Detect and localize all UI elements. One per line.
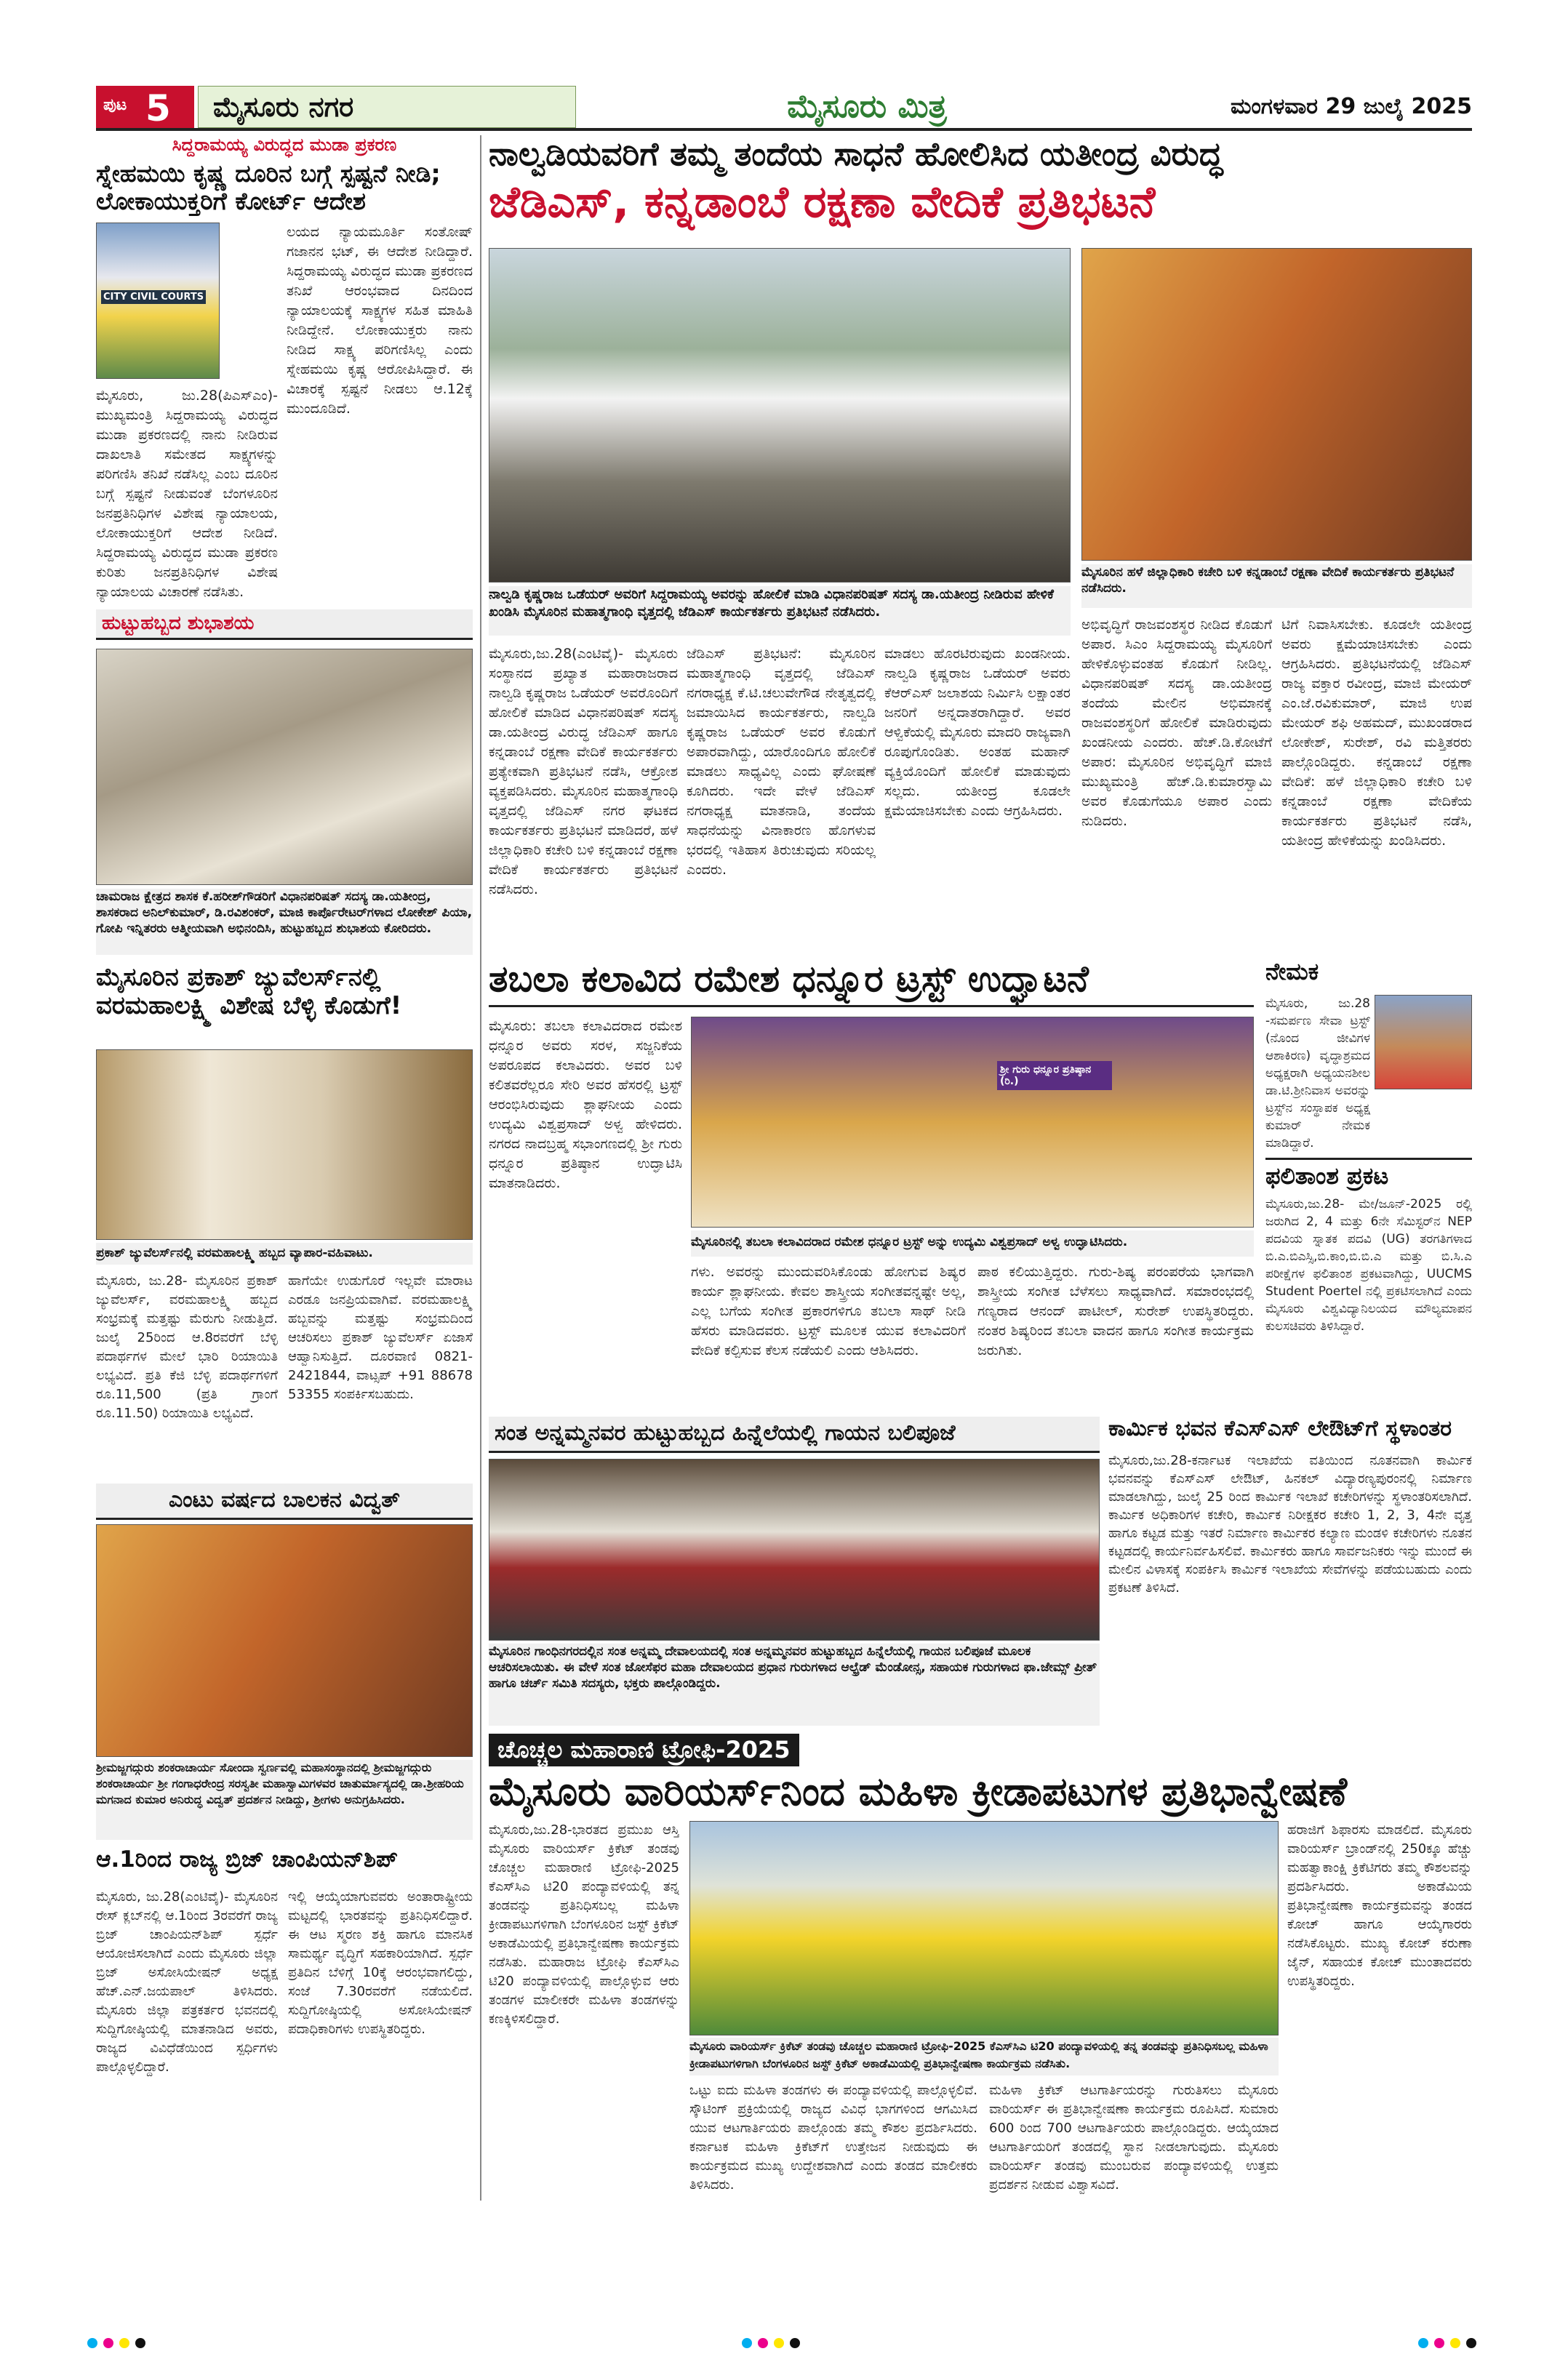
muda-kicker: ಸಿದ್ದರಾಮಯ್ಯ ವಿರುದ್ಧದ ಮುಡಾ ಪ್ರಕರಣ [172, 135, 397, 155]
jds-protest-caption: ನಾಲ್ವಡಿ ಕೃಷ್ಣರಾಜ ಒಡೆಯರ್ ಅವರಿಗೆ ಸಿದ್ದರಾಮಯ್ಯ ಅವರನ್ನು ಹೋಲಿಕೆ ಮಾಡಿ ವಿಧಾನಪರಿಷತ್ ಸದಸ್ಯ ಡಾ.ಯತೀಂದ್ರ ನೀಡಿರುವ ಹೇಳಿಕೆ ಖಂಡಿಸಿ ಮೈಸೂರಿನ ಮಹಾತ್ಮಗಾಂಧಿ ವೃತ್ತದಲ್ಲಿ ಜೆಡಿಎಸ್ ಕಾರ್ಯಕರ್ತರು ಪ್ರತಿಭಟನೆ ನಡೆಸಿದರು. [489, 586, 1071, 636]
birthday-caption: ಚಾಮರಾಜ ಕ್ಷೇತ್ರದ ಶಾಸಕ ಕೆ.ಹರೀಶ್‌ಗೌಡರಿಗೆ ವಿಧಾನಪರಿಷತ್ ಸದಸ್ಯ ಡಾ.ಯತೀಂದ್ರ, ಶಾಸಕರಾದ ಅನಿಲ್‌ಕುಮಾರ್, ಡಿ.ರವಿಶಂಕರ್, ಮಾಜಿ ಕಾರ್ಪೊರೇಟರ್‌ಗಳಾದ ಲೋಕೇಶ್ ಪಿಯಾ, ಗೋಪಿ ಇನ್ನಿತರರು ಆತ್ಮೀಯವಾಗಿ ಅಭಿನಂದಿಸಿ, ಹುಟ್ಟುಹಬ್ಬದ ಶುಭಾಶಯ ಕೋರಿದರು. [96, 889, 473, 955]
tabla-body-b: ಗಳು. ಅವರನ್ನು ಮುಂದುವರಿಸಿಕೊಂಡು ಹೋಗುವ ಶಿಷ್ಯರ ಕಾರ್ಯ ಶ್ಲಾಘನೀಯ. ಕೇವಲ ಶಾಸ್ತ್ರೀಯ ಸಂಗೀತವನ್ನಷ್ಟೇ ಅಲ್ಲ, ಎಲ್ಲ ಬಗೆಯ ಸಂಗೀತ ಪ್ರಕಾರಗಳಿಗೂ ತಬಲಾ ಸಾಥ್ ನೀಡಿ ಹೆಸರು ಮಾಡಿದವರು. ಟ್ರಸ್ಟ್ ಮೂಲಕ ಯುವ ಕಲಾವಿದರಿಗೆ ವೇದಿಕೆ ಕಲ್ಪಿಸುವ ಕೆಲಸ ನಡೆಯಲಿ ಎಂದು ಆಶಿಸಿದರು. [691, 1264, 966, 1358]
result-body: ಮೈಸೂರು,ಜು.28- ಮೇ/ಜೂನ್-2025 ರಲ್ಲಿ ಜರುಗಿದ 2, 4 ಮತ್ತು 6ನೇ ಸೆಮಿಸ್ಟರ್‌ನ NEP ಪದವಿಯ ಸ್ನಾತಕ ಪದವಿ (UG) ತರಗತಿಗಳಾದ ಬಿ.ಎ.ಬಿಎಸ್ಸಿ,ಬಿ.ಕಾಂ,ಬಿ.ಬಿ.ಎ ಮತ್ತು ಬಿ.ಸಿ.ಎ ಪರೀಕ್ಷೆಗಳ ಫಲಿತಾಂಶ ಪ್ರಕಟವಾಗಿದ್ದು, UUCMS Student Poertel ನಲ್ಲಿ ಪ್ರಕಟಿಸಲಾಗಿದೆ ಎಂದು ಮೈಸೂರು ವಿಶ್ವವಿದ್ಯಾನಿಲಯದ ಮೌಲ್ಯಮಾಪನ ಕುಲಸಚಿವರು ತಿಳಿಸಿದ್ದಾರೆ. [1265, 1197, 1472, 1334]
birthday-title: ಹುಟ್ಟುಹಬ್ಬದ ಶುಭಾಶಯ [96, 609, 473, 640]
reg-dot-cyan [1418, 2338, 1428, 2348]
vidwat-photo [96, 1524, 473, 1757]
tabla-headline: ತಬಲಾ ಕಲಾವಿದ ರಮೇಶ ಧನ್ನೂರ ಟ್ರಸ್ಟ್ ಉದ್ಘಾಟನೆ [489, 958, 1254, 1007]
date-label: ಮಂಗಳವಾರ 29 ಜುಲೈ 2025 [1230, 94, 1472, 119]
birthday-article [96, 609, 473, 955]
paper-name: ಮೈಸೂರು ಮಿತ್ರ [787, 88, 947, 125]
cricket-kicker: ಚೊಚ್ಚಲ ಮಹಾರಾಣಿ ಟ್ರೋಫಿ-2025 [489, 1734, 799, 1766]
church-caption: ಮೈಸೂರಿನ ಗಾಂಧಿನಗರದಲ್ಲಿನ ಸಂತ ಅನ್ನಮ್ಮ ದೇವಾಲಯದಲ್ಲಿ ಸಂತ ಅನ್ನಮ್ಮನವರ ಹುಟ್ಟುಹಬ್ಬದ ಹಿನ್ನೆಲೆಯಲ್ಲಿ ಗಾಯನ ಬಲಿಪೂಜೆ ಮೂಲಕ ಆಚರಿಸಲಾಯಿತು. ಈ ವೇಳೆ ಸಂತ ಜೋಸೆಫರ ಮಹಾ ದೇವಾಲಯದ ಪ್ರಧಾನ ಗುರುಗಳಾದ ಆಲ್ಫ್ರೆಡ್ ಮೆಂಡೋನ್ಸ, ಸಹಾಯಕ ಗುರುಗಳಾದ ಫಾ.ಜೇಮ್ಸ್ ಪ್ರೀತ್ ಹಾಗೂ ಚರ್ಚ್ ಸಮಿತಿ ಸದಸ್ಯರು, ಭಕ್ತರು ಪಾಲ್ಗೊಂಡಿದ್ದರು. [489, 1644, 1100, 1726]
lead-article [489, 135, 1472, 950]
prakash-body-b: ಹಾಗೆಯೇ ಉಡುಗೊರೆ ಇಲ್ಲವೇ ಮಾರಾಟ ಎರಡೂ ಜನಪ್ರಿಯವಾಗಿವೆ. ವರಮಹಾಲಕ್ಷ್ಮಿ ಹಬ್ಬವನ್ನು ಮತ್ತಷ್ಟು ಸಂಭ್ರಮದಿಂದ ಆಚರಿಸಲು ಪ್ರಕಾಶ್ ಜ್ಯುವೆಲರ್ಸ್ ಏಜಾಸೆ ಆಹ್ವಾನಿಸುತ್ತಿದೆ. ದೂರವಾಣಿ 0821-2421844, ವಾಟ್ಸಪ್ +91 88678 53355 ಸಂಪರ್ಕಿಸಬಹುದು. [288, 1273, 473, 1402]
page-label: ಪುಟ [103, 96, 127, 114]
cricket-body-b: ಒಟ್ಟು ಐದು ಮಹಿಳಾ ತಂಡಗಳು ಈ ಪಂದ್ಯಾವಳಿಯಲ್ಲಿ ಪಾಲ್ಗೊಳ್ಳಲಿವೆ. ಸ್ಕೌಟಿಂಗ್ ಪ್ರಕ್ರಿಯೆಯಲ್ಲಿ ರಾಜ್ಯದ ವಿವಿಧ ಭಾಗಗಳಿಂದ ಆಗಮಿಸಿದ ಯುವ ಆಟಗಾರ್ತಿಯರು ಪಾಲ್ಗೊಂಡು ತಮ್ಮ ಕೌಶಲ ಪ್ರದರ್ಶಿಸಿದರು. ಕರ್ನಾಟಕ ಮಹಿಳಾ ಕ್ರಿಕೆಟ್‌ಗೆ ಉತ್ತೇಜನ ನೀಡುವುದು ಈ ಕಾರ್ಯಕ್ರಮದ ಮುಖ್ಯ ಉದ್ದೇಶವಾಗಿದೆ ಎಂದು ತಂಡದ ಮಾಲೀಕರು ತಿಳಿಸಿದರು. [689, 2083, 977, 2193]
labour-article [1108, 1417, 1472, 1726]
court-photo [96, 223, 220, 379]
page-number-box [96, 86, 194, 128]
cricket-body-c: ಮಹಿಳಾ ಕ್ರಿಕೆಟ್ ಆಟಗಾರ್ತಿಯರನ್ನು ಗುರುತಿಸಲು ಮೈಸೂರು ವಾರಿಯರ್ಸ್ ಈ ಪ್ರತಿಭಾನ್ವೇಷಣಾ ಕಾರ್ಯಕ್ರಮ ರೂಪಿಸಿದೆ. ಸುಮಾರು 600 ರಿಂದ 700 ಆಟಗಾರ್ತಿಯರು ಪಾಲ್ಗೊಂಡಿದ್ದರು. ಆಯ್ಕೆಯಾದ ಆಟಗಾರ್ತಿಯರಿಗೆ ತಂಡದಲ್ಲಿ ಸ್ಥಾನ ನೀಡಲಾಗುವುದು. ಮೈಸೂರು ವಾರಿಯರ್ಸ್ ತಂಡವು ಮುಂಬರುವ ಪಂದ್ಯಾವಳಿಯಲ್ಲಿ ಉತ್ತಮ ಪ್ರದರ್ಶನ ನೀಡುವ ವಿಶ್ವಾಸವಿದೆ. [989, 2083, 1279, 2193]
kannadambe-protest-photo [1081, 248, 1472, 561]
lead-col-1: ಮೈಸೂರು,ಜು.28(ಎಂಟಿವೈ)- ಮೈಸೂರು ಸಂಸ್ಥಾನದ ಪ್ರಖ್ಯಾತ ಮಹಾರಾಜರಾದ ನಾಲ್ವಡಿ ಕೃಷ್ಣರಾಜ ಒಡೆಯರ್ ಅವರೊಂದಿಗೆ ಹೋಲಿಕೆ ಮಾಡಿದ ವಿಧಾನಪರಿಷತ್ ಸದಸ್ಯ ಡಾ.ಯತೀಂದ್ರ ವಿರುದ್ಧ ಜೆಡಿಎಸ್ ಹಾಗೂ ಕನ್ನಡಾಂಬೆ ರಕ್ಷಣಾ ವೇದಿಕೆ ಕಾರ್ಯಕರ್ತರು ಪ್ರತ್ಯೇಕವಾಗಿ ಪ್ರತಿಭಟನೆ ನಡೆಸಿ, ಆಕ್ರೋಶ ವ್ಯಕ್ತಪಡಿಸಿದರು. ಮೈಸೂರಿನ ಮಹಾತ್ಮಗಾಂಧಿ ವೃತ್ತದಲ್ಲಿ ಜೆಡಿಎಸ್ ನಗರ ಘಟಕದ ಕಾರ್ಯಕರ್ತರು ಪ್ರತಿಭಟನೆ ಮಾಡಿದರೆ, ಹಳೆ ಜಿಲ್ಲಾಧಿಕಾರಿ ಕಚೇರಿ ಬಳಿ ಕನ್ನಡಾಂಬೆ ರಕ್ಷಣಾ ವೇದಿಕೆ ಕಾರ್ಯಕರ್ತರು ಪ್ರತಿಭಟನೆ ನಡೆಸಿದರು. [489, 646, 678, 897]
reg-dot-magenta [1434, 2338, 1444, 2348]
church-article [489, 1417, 1100, 1726]
church-headline: ಸಂತ ಅನ್ನಮ್ಮನವರ ಹುಟ್ಟುಹಬ್ಬದ ಹಿನ್ನೆಲೆಯಲ್ಲಿ ಗಾಯನ ಬಲಿಪೂಜೆ [489, 1417, 1100, 1453]
reg-dot-cyan [742, 2338, 752, 2348]
vidwat-headline: ಎಂಟು ವರ್ಷದ ಬಾಲಕನ ವಿದ್ವತ್ [96, 1484, 473, 1520]
masthead [96, 86, 1472, 131]
prakash-caption: ಪ್ರಕಾಶ್ ಜ್ಯುವೆಲರ್ಸ್‌ನಲ್ಲಿ ವರಮಹಾಲಕ್ಷ್ಮಿ ಹಬ್ಬದ ವ್ಯಾಪಾರ-ವಹಿವಾಟು. [96, 1243, 473, 1265]
reg-dot-black [790, 2338, 800, 2348]
reg-dot-black [135, 2338, 145, 2348]
reg-dot-yellow [119, 2338, 129, 2348]
jewellery-shop-photo [96, 1049, 473, 1240]
tabla-body-c: ಪಾಠ ಕಲಿಯುತ್ತಿದ್ದರು. ಗುರು-ಶಿಷ್ಯ ಪರಂಪರೆಯ ಭಾಗವಾಗಿ ಶಾಸ್ತ್ರೀಯ ಸಂಗೀತ ಬೆಳೆಸಲು ಸಾಧ್ಯವಾಗಿದೆ. ಸಮಾರಂಭದಲ್ಲಿ ಗಣ್ಯರಾದ ಆನಂದ್ ಪಾಟೀಲ್, ಸುರೇಶ್ ಉಪಸ್ಥಿತರಿದ್ದರು. ನಂತರ ಶಿಷ್ಯರಿಂದ ತಬಲಾ ವಾದನ ಹಾಗೂ ಸಂಗೀತ ಕಾರ್ಯಕ್ರಮ ಜರುಗಿತು. [977, 1264, 1254, 1358]
court-sign: CITY CIVIL COURTS [101, 290, 206, 304]
cricket-headline: ಮೈಸೂರು ವಾರಿಯರ್ಸ್‌ನಿಂದ ಮಹಿಳಾ ಕ್ರೀಡಾಪಟುಗಳ ಪ್ರತಿಭಾನ್ವೇಷಣೆ [489, 1768, 1348, 1814]
tabla-article [489, 958, 1254, 1409]
muda-headline: ಸ್ನೇಹಮಯಿ ಕೃಷ್ಣ ದೂರಿನ ಬಗ್ಗೆ ಸ್ಪಷ್ಟನೆ ನೀಡಿ; ಲೋಕಾಯುಕ್ತರಿಗೆ ಕೋರ್ಟ್ ಆದೇಶ [96, 159, 441, 215]
labour-body: ಮೈಸೂರು,ಜು.28-ಕರ್ನಾಟಕ ಇಲಾಖೆಯ ವತಿಯಿಂದ ನೂತನವಾಗಿ ಕಾರ್ಮಿಕ ಭವನವನ್ನು ಕೆಎಸ್‌ಎಸ್ ಲೇಔಟ್, ಹಿನಕಲ್ ವಿದ್ಯಾರಣ್ಯಪುರಂನಲ್ಲಿ ನಿರ್ಮಾಣ ಮಾಡಲಾಗಿದ್ದು, ಜುಲೈ 25 ರಿಂದ ಕಾರ್ಮಿಕ ಇಲಾಖೆ ಕಚೇರಿಗಳನ್ನು ಸ್ಥಳಾಂತರಿಸಲಾಗಿದೆ. ಕಾರ್ಮಿಕ ಅಧಿಕಾರಿಗಳ ಕಚೇರಿ, ಕಾರ್ಮಿಕ ನಿರೀಕ್ಷಕರ ಕಚೇರಿ 1, 2, 3, 4ನೇ ವೃತ್ತ ಹಾಗೂ ಕಟ್ಟಡ ಮತ್ತು ಇತರೆ ನಿರ್ಮಾಣ ಕಾರ್ಮಿಕರ ಕಲ್ಯಾಣ ಮಂಡಳಿ ಕಚೇರಿಗಳು ನೂತನ ಕಟ್ಟಡದಲ್ಲಿ ಕಾರ್ಯನಿರ್ವಹಿಸಲಿವೆ. ಕಾರ್ಮಿಕರು ಹಾಗೂ ಸಾರ್ವಜನಿಕರು ಇನ್ನು ಮುಂದೆ ಈ ಮೇಲಿನ ವಿಳಾಸಕ್ಕೆ ಸಂಪರ್ಕಿಸಿ ಕಾರ್ಮಿಕ ಇಲಾಖೆಯ ಸೇವೆಗಳನ್ನು ಪಡೆಯಬಹುದು ಎಂದು ಪ್ರಕಟಣೆ ತಿಳಿಸಿದೆ. [1108, 1453, 1472, 1596]
vidwat-article [96, 1484, 473, 1840]
appointment-title: ನೇಮಕ [1265, 958, 1319, 985]
reg-dot-yellow [774, 2338, 784, 2348]
muda-article [96, 135, 473, 604]
appointment-body: ಮೈಸೂರು, ಜು.28 -ಸಮರ್ಪಣ ಸೇವಾ ಟ್ರಸ್ಟ್ (ನೊಂದ ಜೀವಿಗಳ ಆಶಾಕಿರಣ) ವೃದ್ಧಾಶ್ರಮದ ಅಧ್ಯಕ್ಷರಾಗಿ ಅಧ್ಯಯನಶೀಲ ಡಾ.ಟಿ.ಶ್ರೀನಿವಾಸ ಅವರನ್ನು ಟ್ರಸ್ಟ್‌ನ ಸಂಸ್ಥಾಪಕ ಅಧ್ಯಕ್ಷ ಕುಮಾರ್ ನೇಮಕ ಮಾಡಿದ್ದಾರೆ. [1265, 996, 1370, 1150]
lead-kicker: ನಾಲ್ವಡಿಯವರಿಗೆ ತಮ್ಮ ತಂದೆಯ ಸಾಧನೆ ಹೋಲಿಸಿದ ಯತೀಂದ್ರ ವಿರುದ್ಧ [489, 135, 1223, 173]
labour-headline: ಕಾರ್ಮಿಕ ಭವನ ಕೆಎಸ್‌ಎಸ್ ಲೇಔಟ್‌ಗೆ ಸ್ಥಳಾಂತರ [1108, 1417, 1452, 1441]
bridge-headline: ಆ.1ರಿಂದ ರಾಜ್ಯ ಬ್ರಿಜ್ ಚಾಂಪಿಯನ್‌ಶಿಪ್ [96, 1847, 398, 1873]
muda-body-b: ಲಯದ ನ್ಯಾಯಮೂರ್ತಿ ಸಂತೋಷ್ ಗಜಾನನ ಭಟ್, ಈ ಆದೇಶ ನೀಡಿದ್ದಾರೆ. ಸಿದ್ದರಾಮಯ್ಯ ವಿರುದ್ಧದ ಮುಡಾ ಪ್ರಕರಣದ ತನಿಖೆ ಆರಂಭವಾದ ದಿನದಿಂದ ನ್ಯಾಯಾಲಯಕ್ಕೆ ಸಾಕ್ಷ್ಯಗಳ ಸಹಿತ ಮಾಹಿತಿ ನೀಡಿದ್ದೇನೆ. ಲೋಕಾಯುಕ್ತರು ನಾನು ನೀಡಿದ ಸಾಕ್ಷ್ಯ ಪರಿಗಣಿಸಿಲ್ಲ ಎಂದು ಸ್ನೇಹಮಯಿ ಕೃಷ್ಣ ಆರೋಪಿಸಿದ್ದಾರೆ. ಈ ವಿಚಾರಕ್ಕೆ ಸ್ಪಷ್ಟನೆ ನೀಡಲು ಆ.12ಕ್ಕೆ ಮುಂದೂಡಿದೆ. [287, 224, 473, 417]
cricket-article [489, 1734, 1472, 2196]
prakash-article [96, 964, 473, 1476]
cricket-body-d: ಹರಾಜಿಗೆ ಶಿಫಾರಸು ಮಾಡಲಿದೆ. ಮೈಸೂರು ವಾರಿಯರ್ಸ್ ಬ್ರಾಂಡ್‌ನಲ್ಲಿ 250ಕ್ಕೂ ಹೆಚ್ಚು ಮಹತ್ವಾಕಾಂಕ್ಷಿ ಕ್ರಿಕೆಟಿಗರು ತಮ್ಮ ಕೌಶಲವನ್ನು ಪ್ರದರ್ಶಿಸಿದರು. ಅಕಾಡೆಮಿಯ ಪ್ರತಿಭಾನ್ವೇಷಣಾ ಕಾರ್ಯಕ್ರಮವನ್ನು ತಂಡದ ಕೋಚ್ ಹಾಗೂ ಆಯ್ಕೆಗಾರರು ನಡೆಸಿಕೊಟ್ಟರು. ಮುಖ್ಯ ಕೋಚ್ ಕರುಣಾ ಜೈನ್, ಸಹಾಯಕ ಕೋಚ್ ಮುಂತಾದವರು ಉಪಸ್ಥಿತರಿದ್ದರು. [1287, 1822, 1472, 1989]
vidwat-caption: ಶ್ರೀಮಜ್ಜಗದ್ಗುರು ಶಂಕರಾಚಾರ್ಯ ಸೋಂದಾ ಸ್ವರ್ಣವಲ್ಲಿ ಮಹಾಸಂಸ್ಥಾನದಲ್ಲಿ ಶ್ರೀಮಜ್ಜಗದ್ಗುರು ಶಂಕರಾಚಾರ್ಯ ಶ್ರೀ ಗಂಗಾಧರೇಂದ್ರ ಸರಸ್ವತೀ ಮಹಾಸ್ವಾಮಿಗಳವರ ಚಾತುರ್ಮಾಸ್ಯದಲ್ಲಿ ಡಾ.ಶ್ರೀಹರಿಯ ಮಗನಾದ ಕುಮಾರ ಅನಿರುದ್ಧ ವಿದ್ವತ್ ಪ್ರದರ್ಶನ ನೀಡಿದ್ದು, ಶ್ರೀಗಳು ಅನುಗ್ರಹಿಸಿದರು. [96, 1760, 473, 1840]
lead-col-3: ಮಾಡಲು ಹೊರಟಿರುವುದು ಖಂಡನೀಯ. ನಾಲ್ವಡಿ ಕೃಷ್ಣರಾಜ ಒಡೆಯರ್ ಅವರು ಕೆಆರ್‌ಎಸ್ ಜಲಾಶಯ ನಿರ್ಮಿಸಿ ಲಕ್ಷಾಂತರ ಜನರಿಗೆ ಅನ್ನದಾತರಾಗಿದ್ದಾರೆ. ಅವರ ಆಳ್ವಿಕೆಯಲ್ಲಿ ಮೈಸೂರು ಮಾದರಿ ರಾಜ್ಯವಾಗಿ ರೂಪುಗೊಂಡಿತು. ಅಂತಹ ಮಹಾನ್ ವ್ಯಕ್ತಿಯೊಂದಿಗೆ ಹೋಲಿಕೆ ಮಾಡುವುದು ಸಲ್ಲದು. ಯತೀಂದ್ರ ಕೂಡಲೇ ಕ್ಷಮೆಯಾಚಿಸಬೇಕು ಎಂದು ಆಗ್ರಹಿಸಿದರು. [884, 646, 1071, 819]
prakash-headline: ಮೈಸೂರಿನ ಪ್ರಕಾಶ್ ಜ್ಯುವೆಲರ್ಸ್‌ನಲ್ಲಿ ವರಮಹಾಲಕ್ಷ್ಮಿ ವಿಶೇಷ ಬೆಳ್ಳಿ ಕೊಡುಗೆ! [96, 964, 402, 1021]
kannadambe-protest-caption: ಮೈಸೂರಿನ ಹಳೆ ಜಿಲ್ಲಾಧಿಕಾರಿ ಕಚೇರಿ ಬಳಿ ಕನ್ನಡಾಂಬೆ ರಕ್ಷಣಾ ವೇದಿಕೆ ಕಾರ್ಯಕರ್ತರು ಪ್ರತಿಭಟನೆ ನಡೆಸಿದರು. [1081, 564, 1472, 608]
lead-col-2: ಜೆಡಿಎಸ್ ಪ್ರತಿಭಟನೆ: ಮೈಸೂರಿನ ಮಹಾತ್ಮಗಾಂಧಿ ವೃತ್ತದಲ್ಲಿ ಜೆಡಿಎಸ್ ನಗರಾಧ್ಯಕ್ಷ ಕೆ.ಟಿ.ಚಲುವೇಗೌಡ ನೇತೃತ್ವದಲ್ಲಿ ಜಮಾಯಿಸಿದ ಕಾರ್ಯಕರ್ತರು, ನಾಲ್ವಡಿ ಕೃಷ್ಣರಾಜ ಒಡೆಯರ್ ಅವರ ಕೊಡುಗೆ ಅಪಾರವಾಗಿದ್ದು, ಯಾರೊಂದಿಗೂ ಹೋಲಿಕೆ ಮಾಡಲು ಸಾಧ್ಯವಿಲ್ಲ ಎಂದು ಘೋಷಣೆ ಕೂಗಿದರು. ಇದೇ ವೇಳೆ ಜೆಡಿಎಸ್ ನಗರಾಧ್ಯಕ್ಷ ಮಾತನಾಡಿ, ತಂದೆಯ ಸಾಧನೆಯನ್ನು ವಿನಾಕಾರಣ ಹೊಗಳುವ ಭರದಲ್ಲಿ ಇತಿಹಾಸ ತಿರುಚುವುದು ಸರಿಯಲ್ಲ ಎಂದರು. [687, 646, 876, 878]
result-title: ಫಲಿತಾಂಶ ಪ್ರಕಟ [1265, 1158, 1472, 1190]
cricket-photo [689, 1821, 1279, 2035]
cricket-body-a: ಮೈಸೂರು,ಜು.28-ಭಾರತದ ಪ್ರಮುಖ ಆಸ್ತಿ ಮೈಸೂರು ವಾರಿಯರ್ಸ್ ಕ್ರಿಕೆಟ್ ತಂಡವು ಚೊಚ್ಚಲ ಮಹಾರಾಣಿ ಟ್ರೋಫಿ-2025 ಕೆಎಸ್‌ಸಿಎ ಟಿ20 ಪಂದ್ಯಾವಳಿಯಲ್ಲಿ ತನ್ನ ತಂಡವನ್ನು ಪ್ರತಿನಿಧಿಸಬಲ್ಲ ಮಹಿಳಾ ಕ್ರೀಡಾಪಟುಗಳಿಗಾಗಿ ಬೆಂಗಳೂರಿನ ಜಸ್ಟ್ ಕ್ರಿಕೆಟ್ ಅಕಾಡೆಮಿಯಲ್ಲಿ ಪ್ರತಿಭಾನ್ವೇಷಣಾ ಕಾರ್ಯಕ್ರಮ ನಡೆಸಿತು. ಮಹಾರಾಜ ಟ್ರೋಫಿ ಕೆಎಸ್‌ಸಿಎ ಟಿ20 ಪಂದ್ಯಾವಳಿಯಲ್ಲಿ ಪಾಲ್ಗೊಳ್ಳುವ ಆರು ತಂಡಗಳ ಮಾಲೀಕರೇ ಮಹಿಳಾ ತಂಡಗಳನ್ನು ಕಣಕ್ಕಿಳಿಸಲಿದ್ದಾರೆ. [489, 1822, 679, 2027]
appointment-article [1265, 958, 1472, 1155]
tabla-caption: ಮೈಸೂರಿನಲ್ಲಿ ತಬಲಾ ಕಲಾವಿದರಾದ ರಮೇಶ ಧನ್ನೂರ ಟ್ರಸ್ಟ್ ಅನ್ನು ಉದ್ಯಮಿ ವಿಶ್ವಪ್ರಸಾದ್ ಅಳ್ವ ಉದ್ಘಾಟಿಸಿದರು. [691, 1230, 1254, 1257]
lead-headline: ಜೆಡಿಎಸ್, ಕನ್ನಡಾಂಬೆ ರಕ್ಷಣಾ ವೇದಿಕೆ ಪ್ರತಿಭಟನೆ [489, 176, 1156, 228]
bridge-body-a: ಮೈಸೂರು, ಜು.28(ಎಂಟಿವೈ)- ಮೈಸೂರಿನ ರೇಸ್ ಕ್ಲಬ್‌ನಲ್ಲಿ ಆ.1ರಿಂದ 3ರವರೆಗೆ ರಾಜ್ಯ ಬ್ರಿಜ್ ಚಾಂಪಿಯನ್‌ಶಿಪ್ ಸ್ಪರ್ಧೆ ಆಯೋಜಿಸಲಾಗಿದೆ ಎಂದು ಮೈಸೂರು ಜಿಲ್ಲಾ ಬ್ರಿಜ್ ಅಸೋಸಿಯೇಷನ್ ಅಧ್ಯಕ್ಷ ಹೆಚ್.ಎನ್.ಜಯಪಾಲ್ ತಿಳಿಸಿದರು. ಮೈಸೂರು ಜಿಲ್ಲಾ ಪತ್ರಕರ್ತರ ಭವನದಲ್ಲಿ ಸುದ್ದಿಗೋಷ್ಠಿಯಲ್ಲಿ ಮಾತನಾಡಿದ ಅವರು, ರಾಜ್ಯದ ವಿವಿಧೆಡೆಯಿಂದ ಸ್ಪರ್ಧಿಗಳು ಪಾಲ್ಗೊಳ್ಳಲಿದ್ದಾರೆ. [96, 1889, 278, 2075]
prakash-body-a: ಮೈಸೂರು, ಜು.28- ಮೈಸೂರಿನ ಪ್ರಕಾಶ್ ಜ್ಯುವೆಲರ್ಸ್, ವರಮಹಾಲಕ್ಷ್ಮಿ ಹಬ್ಬದ ಸಂಭ್ರಮಕ್ಕೆ ಮತ್ತಷ್ಟು ಮೆರುಗು ನೀಡುತ್ತಿದೆ. ಜುಲೈ 25ರಿಂದ ಆ.8ರವರೆಗೆ ಬೆಳ್ಳಿ ಪದಾರ್ಥಗಳ ಮೇಲೆ ಭಾರಿ ರಿಯಾಯಿತಿ ಲಭ್ಯವಿದೆ. ಪ್ರತಿ ಕೆಜಿ ಬೆಳ್ಳಿ ಪದಾರ್ಥಗಳಿಗೆ ರೂ.11,500 (ಪ್ರತಿ ಗ್ರಾಂಗೆ ರೂ.11.50) ರಿಯಾಯಿತಿ ಲಭ್ಯವಿದೆ. [96, 1273, 278, 1421]
muda-body-a: ಮೈಸೂರು, ಜು.28(ಪಿಎಸ್‌ಎಂ)- ಮುಖ್ಯಮಂತ್ರಿ ಸಿದ್ದರಾಮಯ್ಯ ವಿರುದ್ಧದ ಮುಡಾ ಪ್ರಕರಣದಲ್ಲಿ ನಾನು ನೀಡಿರುವ ದಾಖಲಾತಿ ಸಮೇತದ ಸಾಕ್ಷ್ಯಗಳನ್ನು ಪರಿಗಣಿಸಿ ತನಿಖೆ ನಡೆಸಿಲ್ಲ ಎಂಬ ದೂರಿನ ಬಗ್ಗೆ ಸ್ಪಷ್ಟನೆ ನೀಡುವಂತೆ ಬೆಂಗಳೂರಿನ ಜನಪ್ರತಿನಿಧಿಗಳ ವಿಶೇಷ ನ್ಯಾಯಾಲಯ, ಲೋಕಾಯುಕ್ತರಿಗೆ ಆದೇಶ ನೀಡಿದೆ. ಸಿದ್ದರಾಮಯ್ಯ ವಿರುದ್ಧದ ಮುಡಾ ಪ್ರಕರಣ ಕುರಿತು ಜನಪ್ರತಿನಿಧಿಗಳ ವಿಶೇಷ ನ್ಯಾಯಾಲಯ ವಿಚಾರಣೆ ನಡೆಸಿತು. [96, 388, 278, 600]
bridge-article [96, 1847, 473, 2196]
page-number: 5 [145, 87, 171, 128]
reg-dot-yellow [1450, 2338, 1460, 2348]
jds-protest-photo [489, 248, 1071, 583]
reg-dot-magenta [103, 2338, 113, 2348]
column-divider [480, 135, 481, 2201]
church-photo [489, 1459, 1100, 1641]
reg-dot-black [1466, 2338, 1476, 2348]
reg-dot-magenta [758, 2338, 768, 2348]
cricket-caption: ಮೈಸೂರು ವಾರಿಯರ್ಸ್ ಕ್ರಿಕೆಟ್ ತಂಡವು ಚೊಚ್ಚಲ ಮಹಾರಾಣಿ ಟ್ರೋಫಿ-2025 ಕೆಎಸ್‌ಸಿಎ ಟಿ20 ಪಂದ್ಯಾವಳಿಯಲ್ಲಿ ತನ್ನ ತಂಡವನ್ನು ಪ್ರತಿನಿಧಿಸಬಲ್ಲ ಮಹಿಳಾ ಕ್ರೀಡಾಪಟುಗಳಿಗಾಗಿ ಬೆಂಗಳೂರಿನ ಜಸ್ಟ್ ಕ್ರಿಕೆಟ್ ಅಕಾಡೆಮಿಯಲ್ಲಿ ಪ್ರತಿಭಾನ್ವೇಷಣಾ ಕಾರ್ಯಕ್ರಮ ನಡೆಸಿತು. [689, 2038, 1279, 2075]
result-article [1265, 1158, 1472, 1409]
birthday-photo [96, 649, 473, 885]
bridge-body-b: ಇಲ್ಲಿ ಆಯ್ಕೆಯಾಗುವವರು ಅಂತಾರಾಷ್ಟ್ರೀಯ ಮಟ್ಟದಲ್ಲಿ ಭಾರತವನ್ನು ಪ್ರತಿನಿಧಿಸಲಿದ್ದಾರೆ. ಈ ಆಟ ಸ್ಮರಣ ಶಕ್ತಿ ಹಾಗೂ ಮಾನಸಿಕ ಸಾಮರ್ಥ್ಯ ವೃದ್ಧಿಗೆ ಸಹಕಾರಿಯಾಗಿದೆ. ಸ್ಪರ್ಧೆ ಪ್ರತಿದಿನ ಬೆಳಿಗ್ಗೆ 10ಕ್ಕೆ ಆರಂಭವಾಗಲಿದ್ದು, ಸಂಜೆ 7.30ರವರೆಗೆ ನಡೆಯಲಿದೆ. ಸುದ್ದಿಗೋಷ್ಠಿಯಲ್ಲಿ ಅಸೋಸಿಯೇಷನ್ ಪದಾಧಿಕಾರಿಗಳು ಉಪಸ್ಥಿತರಿದ್ದರು. [288, 1889, 473, 2037]
lead-col-4: ಅಭಿವೃದ್ಧಿಗೆ ರಾಜವಂಶಸ್ಥರ ನೀಡಿದ ಕೊಡುಗೆ ಅಪಾರ. ಸಿಎಂ ಸಿದ್ದರಾಮಯ್ಯ ಮೈಸೂರಿಗೆ ಹೇಳಿಕೊಳ್ಳುವಂತಹ ಕೊಡುಗೆ ನೀಡಿಲ್ಲ. ವಿಧಾನಪರಿಷತ್ ಸದಸ್ಯ ಡಾ.ಯತೀಂದ್ರ ತಂದೆಯ ಮೇಲಿನ ಅಭಿಮಾನಕ್ಕೆ ರಾಜವಂಶಸ್ಥರಿಗೆ ಹೋಲಿಕೆ ಮಾಡಿರುವುದು ಖಂಡನೀಯ ಎಂದರು. ಹೆಚ್.ಡಿ.ಕೋಟೆಗೆ ಅಪಾರ: ಮೈಸೂರಿನ ಅಭಿವೃದ್ಧಿಗೆ ಮಾಜಿ ಮುಖ್ಯಮಂತ್ರಿ ಹೆಚ್.ಡಿ.ಕುಮಾರಸ್ವಾಮಿ ಅವರ ಕೊಡುಗೆಯೂ ಅಪಾರ ಎಂದು ನುಡಿದರು. [1081, 617, 1272, 829]
trust-banner: ಶ್ರೀ ಗುರು ಧನ್ನೂರ ಪ್ರತಿಷ್ಠಾನ (ರಿ.) [997, 1061, 1112, 1090]
section-name: ಮೈಸೂರು ನಗರ [198, 86, 576, 128]
tabla-body-a: ಮೈಸೂರು: ತಬಲಾ ಕಲಾವಿದರಾದ ರಮೇಶ ಧನ್ನೂರ ಅವರು ಸರಳ, ಸಜ್ಜನಿಕೆಯ ಅಪರೂಪದ ಕಲಾವಿದರು. ಅವರ ಬಳಿ ಕಲಿತವರೆಲ್ಲರೂ ಸೇರಿ ಅವರ ಹೆಸರಲ್ಲಿ ಟ್ರಸ್ಟ್ ಆರಂಭಿಸಿರುವುದು ಶ್ಲಾಘನೀಯ ಎಂದು ಉದ್ಯಮಿ ವಿಶ್ವಪ್ರಸಾದ್ ಅಳ್ವ ಹೇಳಿದರು. ನಗರದ ನಾದಬ್ರಹ್ಮ ಸಭಾಂಗಣದಲ್ಲಿ ಶ್ರೀ ಗುರು ಧನ್ನೂರ ಪ್ರತಿಷ್ಠಾನ ಉದ್ಘಾಟಿಸಿ ಮಾತನಾಡಿದರು. [489, 1018, 682, 1191]
tabla-photo [691, 1017, 1254, 1228]
lead-col-5: ಟಿಗೆ ನಿವಾಸಿಸಬೇಕು. ಕೂಡಲೇ ಯತೀಂದ್ರ ಅವರು ಕ್ಷಮೆಯಾಚಿಸಬೇಕು ಎಂದು ಆಗ್ರಹಿಸಿದರು. ಪ್ರತಿಭಟನೆಯಲ್ಲಿ ಜೆಡಿಎಸ್ ರಾಜ್ಯ ವಕ್ತಾರ ರವೀಂದ್ರ, ಮಾಜಿ ಮೇಯರ್ ಎಂ.ಜೆ.ರವಿಕುಮಾರ್, ಮಾಜಿ ಉಪ ಮೇಯರ್ ಶಫಿ ಅಹಮದ್, ಮುಖಂಡರಾದ ಲೋಕೇಶ್, ಸುರೇಶ್, ರವಿ ಮತ್ತಿತರರು ಪಾಲ್ಗೊಂಡಿದ್ದರು. ಕನ್ನಡಾಂಬೆ ರಕ್ಷಣಾ ವೇದಿಕೆ: ಹಳೆ ಜಿಲ್ಲಾಧಿಕಾರಿ ಕಚೇರಿ ಬಳಿ ಕನ್ನಡಾಂಬೆ ರಕ್ಷಣಾ ವೇದಿಕೆಯ ಕಾರ್ಯಕರ್ತರು ಪ್ರತಿಭಟನೆ ನಡೆಸಿ, ಯತೀಂದ್ರ ಹೇಳಿಕೆಯನ್ನು ಖಂಡಿಸಿದರು. [1281, 617, 1472, 849]
reg-dot-cyan [87, 2338, 97, 2348]
